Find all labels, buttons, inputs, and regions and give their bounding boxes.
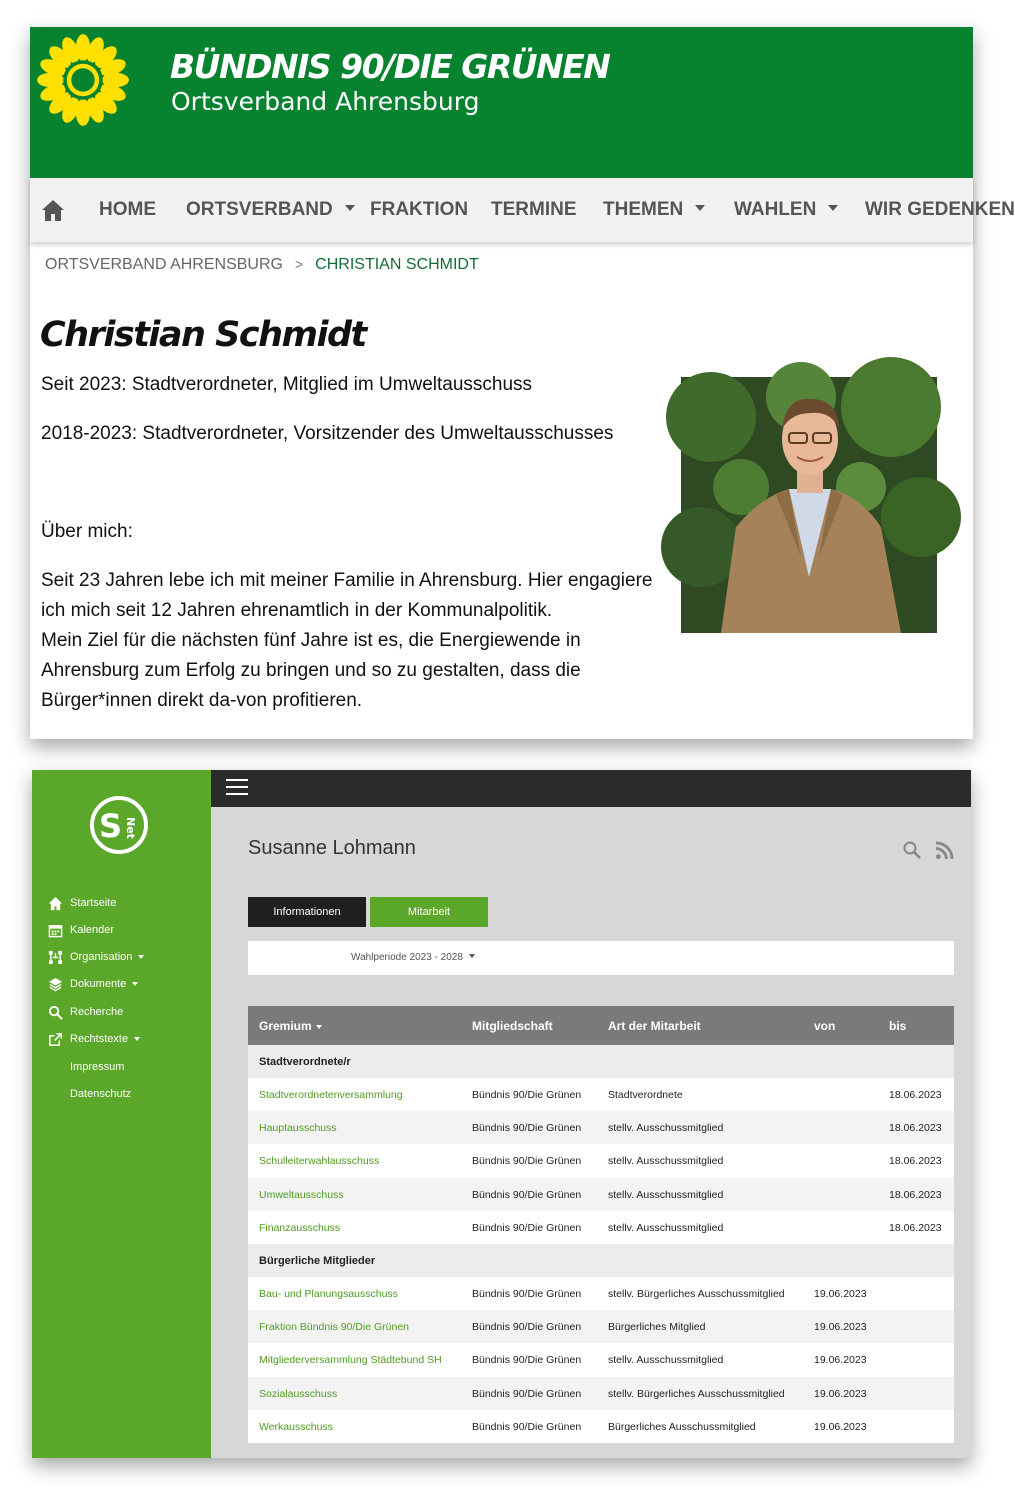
search-icon [48, 1005, 63, 1020]
cell-art: Stadtverordnete [608, 1089, 683, 1101]
org-chart-icon [48, 950, 63, 965]
breadcrumb-separator: > [294, 256, 304, 272]
column-header-art[interactable]: Art der Mitarbeit [608, 1019, 701, 1033]
table-row [248, 1078, 954, 1111]
chevron-down-icon [695, 205, 705, 211]
column-header-mitgliedschaft[interactable]: Mitgliedschaft [472, 1019, 553, 1033]
nav-home[interactable]: HOME [99, 199, 156, 220]
table-group-row [248, 1244, 954, 1277]
portrait-photo [681, 377, 937, 633]
column-header-gremium[interactable]: Gremium [259, 1019, 322, 1033]
cell-art: stellv. Ausschussmitglied [608, 1155, 724, 1168]
cell-art: stellv. Ausschussmitglied [608, 1188, 724, 1201]
nav-termine[interactable]: TERMINE [491, 199, 577, 220]
nav-wir-gedenken[interactable]: WIR GEDENKEN [865, 199, 1015, 220]
top-bar [211, 770, 971, 807]
sunflower-logo-icon[interactable] [38, 35, 128, 125]
external-link-icon [48, 1032, 63, 1047]
cell-mitgliedschaft: Bündnis 90/Die Grünen [472, 1420, 582, 1433]
sidebar-item-startseite[interactable]: Startseite [48, 894, 116, 912]
group-title: Stadtverordnete/r [259, 1056, 351, 1068]
group-title: Bürgerliche Mitglieder [259, 1254, 376, 1267]
period-select-bar [248, 941, 954, 975]
calendar-icon [48, 923, 63, 938]
table-body [248, 1045, 954, 1443]
home-icon[interactable] [41, 198, 65, 222]
sidebar-item-impressum[interactable]: Impressum [70, 1061, 125, 1073]
cell-von: 19.06.2023 [814, 1420, 867, 1433]
cell-mitgliedschaft: Bündnis 90/Die Grünen [472, 1089, 582, 1101]
nav-fraktion[interactable]: FRAKTION [370, 199, 469, 220]
cell-von: 19.06.2023 [814, 1354, 867, 1367]
page-title: Christian Schmidt [40, 315, 366, 355]
cell-art: Bürgerliches Mitglied [608, 1321, 706, 1334]
cell-mitgliedschaft: Bündnis 90/Die Grünen [472, 1221, 582, 1234]
cell-art: stellv. Ausschussmitglied [608, 1122, 724, 1135]
home-icon [48, 896, 63, 911]
about-text [41, 566, 666, 716]
cell-gremium-link[interactable]: Fraktion Bündnis 90/Die Grünen [259, 1321, 409, 1334]
sidebar-item-datenschutz[interactable]: Datenschutz [70, 1088, 132, 1100]
chevron-down-icon [469, 954, 475, 958]
svg-text:Net: Net [124, 817, 137, 839]
nav-themen[interactable]: THEMEN [603, 199, 705, 221]
chevron-down-icon [132, 982, 138, 986]
cell-gremium-link[interactable]: Finanzausschuss [259, 1221, 341, 1234]
cell-gremium-link[interactable]: Sozialausschuss [259, 1387, 338, 1400]
membership-table [248, 1006, 954, 1443]
chevron-down-icon [828, 205, 838, 211]
table-header [248, 1006, 954, 1045]
cell-von: 19.06.2023 [814, 1387, 867, 1400]
svg-text:S: S [99, 807, 123, 845]
cell-mitgliedschaft: Bündnis 90/Die Grünen [472, 1122, 582, 1135]
breadcrumb [45, 256, 479, 274]
page-title: Susanne Lohmann [248, 837, 416, 859]
about-paragraph-2: Mein Ziel für die nächsten fünf Jahre ist es, die Energiewende in Ahrensburg zum Erfolg zu bringen und so zu gestalten, dass die Bürger*innen direkt da-von profitieren. [41, 630, 581, 711]
main-navigation [30, 178, 1015, 242]
cell-mitgliedschaft: Bündnis 90/Die Grünen [472, 1188, 582, 1201]
council-info-panel [32, 770, 971, 1458]
period-select[interactable]: Wahlperiode 2023 - 2028 [351, 952, 475, 963]
cell-gremium-link[interactable]: Mitgliederversammlung Städtebund SH [259, 1354, 442, 1367]
tab-informationen[interactable]: Informationen [248, 897, 366, 927]
cell-mitgliedschaft: Bündnis 90/Die Grünen [472, 1387, 582, 1400]
table-row [248, 1211, 954, 1244]
cell-gremium-link[interactable]: Bau- und Planungsausschuss [259, 1287, 398, 1300]
breadcrumb-parent-link[interactable]: ORTSVERBAND AHRENSBURG [45, 256, 283, 273]
table-group-row [248, 1045, 954, 1078]
cell-art: Bürgerliches Ausschussmitglied [608, 1420, 756, 1433]
nav-wahlen[interactable]: WAHLEN [734, 199, 838, 221]
cell-art: stellv. Ausschussmitglied [608, 1221, 724, 1234]
nav-ortsverband[interactable]: ORTSVERBAND [186, 199, 355, 221]
sessionnet-logo-icon[interactable] [89, 795, 149, 855]
column-header-von[interactable]: von [814, 1019, 836, 1033]
cell-art: stellv. Bürgerliches Ausschussmitglied [608, 1387, 785, 1400]
sidebar-item-dokumente[interactable]: Dokumente [48, 975, 138, 993]
cell-bis: 18.06.2023 [889, 1155, 942, 1168]
brand-title: BÜNDNIS 90/DIE GRÜNEN [170, 47, 610, 86]
cell-mitgliedschaft: Bündnis 90/Die Grünen [472, 1287, 582, 1300]
cell-von: 19.06.2023 [814, 1287, 867, 1300]
layers-icon [48, 977, 63, 992]
sidebar-item-kalender[interactable]: Kalender [48, 921, 114, 939]
role-past: 2018-2023: Stadtverordneter, Vorsitzender des Umweltausschusses [41, 423, 614, 444]
column-header-bis[interactable]: bis [889, 1019, 907, 1033]
table-row [248, 1111, 954, 1144]
sidebar-item-organisation[interactable]: Organisation [48, 948, 144, 966]
cell-bis: 18.06.2023 [889, 1089, 942, 1101]
about-heading: Über mich: [41, 521, 133, 542]
sidebar-item-recherche[interactable]: Recherche [48, 1003, 123, 1021]
tab-mitarbeit[interactable]: Mitarbeit [370, 897, 488, 927]
role-current: Seit 2023: Stadtverordneter, Mitglied im Umweltausschuss [41, 374, 533, 395]
chevron-down-icon [134, 1037, 140, 1041]
cell-bis: 18.06.2023 [889, 1122, 942, 1135]
sort-down-icon [316, 1025, 322, 1029]
brand-subtitle: Ortsverband Ahrensburg [171, 87, 480, 116]
table-row [248, 1310, 954, 1343]
breadcrumb-current: CHRISTIAN SCHMIDT [315, 256, 479, 273]
cell-art: stellv. Ausschussmitglied [608, 1354, 724, 1367]
table-row [248, 1178, 954, 1211]
chevron-down-icon [345, 205, 355, 211]
chevron-down-icon [138, 955, 144, 959]
hamburger-menu-icon[interactable] [226, 779, 248, 797]
cell-bis: 18.06.2023 [889, 1188, 942, 1201]
table-row [248, 1343, 954, 1376]
table-row [248, 1377, 954, 1410]
cell-gremium-link[interactable]: Schulleiterwahlausschuss [259, 1155, 380, 1168]
sidebar [32, 770, 211, 1458]
cell-gremium-link[interactable]: Umweltausschuss [259, 1188, 344, 1201]
table-row [248, 1277, 954, 1310]
cell-mitgliedschaft: Bündnis 90/Die Grünen [472, 1155, 582, 1168]
cell-mitgliedschaft: Bündnis 90/Die Grünen [472, 1321, 582, 1334]
cell-mitgliedschaft: Bündnis 90/Die Grünen [472, 1354, 582, 1367]
sidebar-item-rechtstexte[interactable]: Rechtstexte [48, 1030, 140, 1048]
cell-gremium-link[interactable]: Stadtverordnetenversammlung [259, 1089, 403, 1101]
cell-von: 19.06.2023 [814, 1321, 867, 1334]
cell-gremium-link[interactable]: Werkausschuss [259, 1420, 333, 1433]
rss-icon[interactable] [935, 841, 954, 860]
party-website-panel [30, 27, 1015, 739]
table-row [248, 1144, 954, 1177]
search-icon[interactable] [902, 840, 922, 860]
cell-art: stellv. Bürgerliches Ausschussmitglied [608, 1287, 785, 1300]
site-header [30, 27, 973, 178]
cell-bis: 18.06.2023 [889, 1221, 942, 1234]
about-paragraph-1: Seit 23 Jahren lebe ich mit meiner Familie in Ahrensburg. Hier engagiere ich mich seit 12 Jahren ehrenamtlich in der Kommunalpolitik. [41, 570, 653, 621]
table-row [248, 1410, 954, 1443]
cell-gremium-link[interactable]: Hauptausschuss [259, 1122, 337, 1135]
